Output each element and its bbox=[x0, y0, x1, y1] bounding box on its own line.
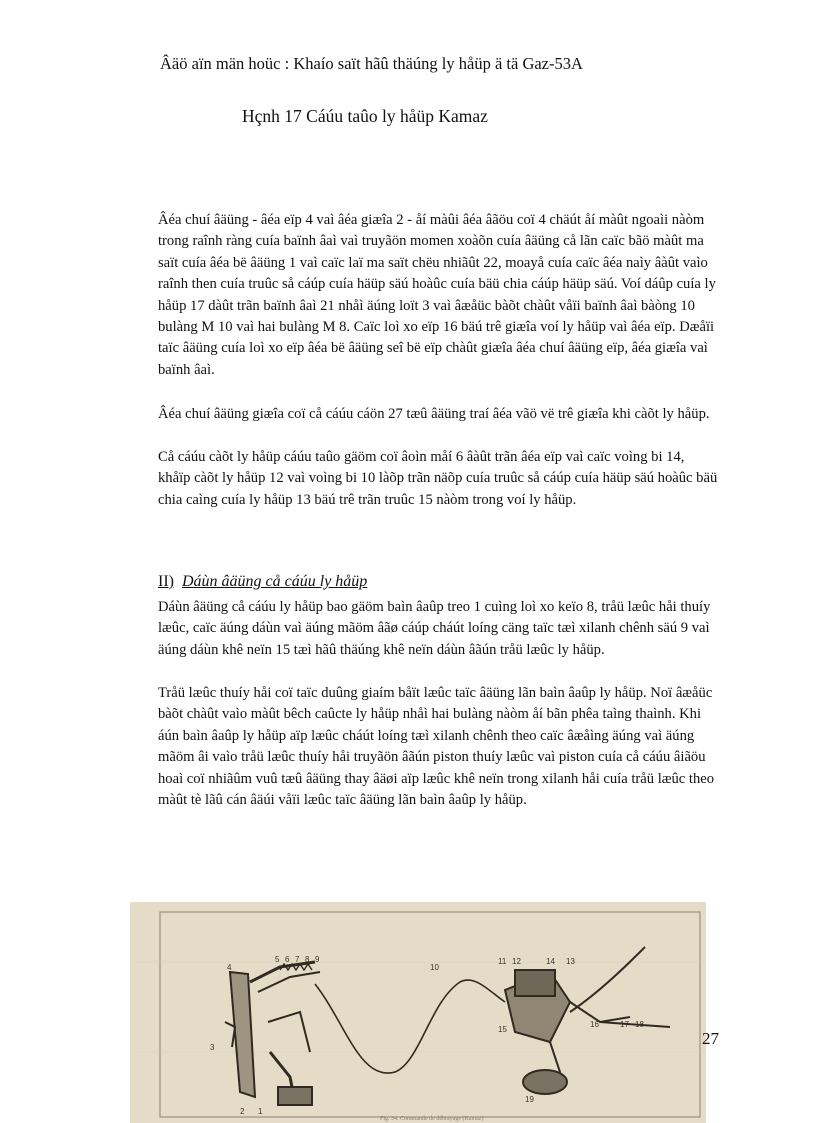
paragraph-clutch-discs: Âéa chuí âäüng - âéa eïp 4 vaì âéa giæîa 2 - åí màûi âéa âãöu coï 4 chäút åí màût ngoaìi nàòm trong raînh ràng cuía baïnh âaì vaì truyãön momen xoàõn cuía âäüng cå lãn caïc bãö màût ma saït cuía âéa bë âäüng 1 vaì caïc laï ma saït chëu nhiãût 22, moayå cuía caïc âéa naìy âàût vaìo raînh then cuía truûc så cáúp cuía häüp säú hoàûc cuía bäü chia cáúp häüp säú. Voí dáûp cuía ly håüp 17 dàût trãn baïnh âaì 21 nhåì äúng loït 3 vaì âæåüc bàõt chàût våïi baïnh âaì bàòng 10 bulàng M 10 vaì hai bulàng M 8. Caïc loì xo eïp 16 bäú trê giæîa voí ly håüp vaì âéa eïp. Dæåïi taïc âäüng cuía loì xo eïp âéa bë âäüng seî bë eïp chàût giæîa âéa chuí âäüng eïp, âéa giæîa vaì baïnh âaì. bbox=[158, 212, 716, 378]
callout-11: 11 bbox=[498, 957, 507, 966]
callout-13: 13 bbox=[566, 957, 575, 966]
callout-3: 3 bbox=[210, 1043, 215, 1052]
figure-bottom-caption: Fig. 34. Commande de débrayage (Kamaz) bbox=[380, 1116, 484, 1122]
callout-14: 14 bbox=[546, 957, 555, 966]
callout-18: 18 bbox=[635, 1020, 644, 1029]
callout-19: 19 bbox=[525, 1095, 534, 1104]
callout-5: 5 bbox=[275, 955, 280, 964]
paragraph-drive-components: Dáùn âäüng cå cáúu ly håüp bao gäöm baìn âaûp treo 1 cuìng loì xo keïo 8, tråü læûc håi thuíy læûc, caïc äúng dáùn vaì äúng mãöm âãø cáúp cháút loíng cäng taïc tæì xilanh chênh säú 9 vaì äúng dáùn khê neïn 15 tæì hãû thäúng khê neïn dáùn âãún tråü læûc ly håüp. bbox=[158, 599, 711, 658]
callout-16: 16 bbox=[590, 1020, 599, 1029]
callout-8: 8 bbox=[305, 955, 310, 964]
section-title: Dáùn âäüng cå cáúu ly håüp bbox=[181, 573, 368, 590]
page-number: 27 bbox=[702, 1029, 719, 1048]
document-header: Âäö aïn män hoüc : Khaío saït hãû thäúng ly håüp ä tä Gaz-53A bbox=[160, 54, 583, 73]
callout-9: 9 bbox=[315, 955, 320, 964]
figure-caption: Hçnh 17 Cáúu taûo ly håüp Kamaz bbox=[242, 106, 488, 126]
section-number: II) bbox=[158, 573, 174, 590]
callout-7: 7 bbox=[295, 955, 300, 964]
paragraph-middle-disc: Âéa chuí âäüng giæîa coï cå cáúu cáön 27 tæû âäüng traí âéa vãö vë trê giæîa khi càõt ly håüp. bbox=[158, 406, 710, 422]
callout-6: 6 bbox=[285, 955, 290, 964]
callout-12: 12 bbox=[512, 957, 521, 966]
callout-15: 15 bbox=[498, 1025, 507, 1034]
callout-1: 1 bbox=[258, 1107, 263, 1116]
paragraph-booster: Tråü læûc thuíy håi coï taïc duûng giaím båït læûc taïc âäüng lãn baìn âaûp ly håüp. Noï âæåüc bàõt chàût vaìo màût bêch caûcte ly håüp nhåì hai bulàng nàòm åí bãn phêa taìng thaình. Khi áún baìn âaûp ly håüp aïp læûc cháút loíng tæì xilanh chênh theo caïc âæåìng äúng vaì äúng mãöm âi vaìo tråü læûc thuíy håi truyãön âãún piston thuíy læûc vaì piston cuía cå cáúu âiãöu hoaì coï nhiãûm vuû tæû âäüng thay âäøi aïp læûc khê neïn trong xilanh håi cuía tråü læûc theo màût tè lãû cán âäúi våïi læûc taïc âäüng lãn baìn âaûp ly håüp. bbox=[158, 685, 715, 809]
section-heading bbox=[158, 573, 367, 591]
callout-17: 17 bbox=[620, 1020, 629, 1029]
clutch-drive-illustration bbox=[130, 902, 706, 1123]
paragraph-release-mechanism: Cå cáúu càõt ly håüp cáúu taûo gäöm coï âoìn måí 6 âàût trãn âéa eïp vaì caïc voìng bi 14, khåïp càõt ly håüp 12 vaì voìng bi 10 làõp trãn näõp cuía truûc så cáúp cuía häüp säú hoàûc bäü chia caìng cuía ly håüp 13 bäú trê trãn truûc 15 nàòm trong voí ly håüp. bbox=[158, 449, 718, 508]
callout-2: 2 bbox=[240, 1107, 245, 1116]
callout-4: 4 bbox=[227, 963, 232, 972]
callout-10: 10 bbox=[430, 963, 439, 972]
